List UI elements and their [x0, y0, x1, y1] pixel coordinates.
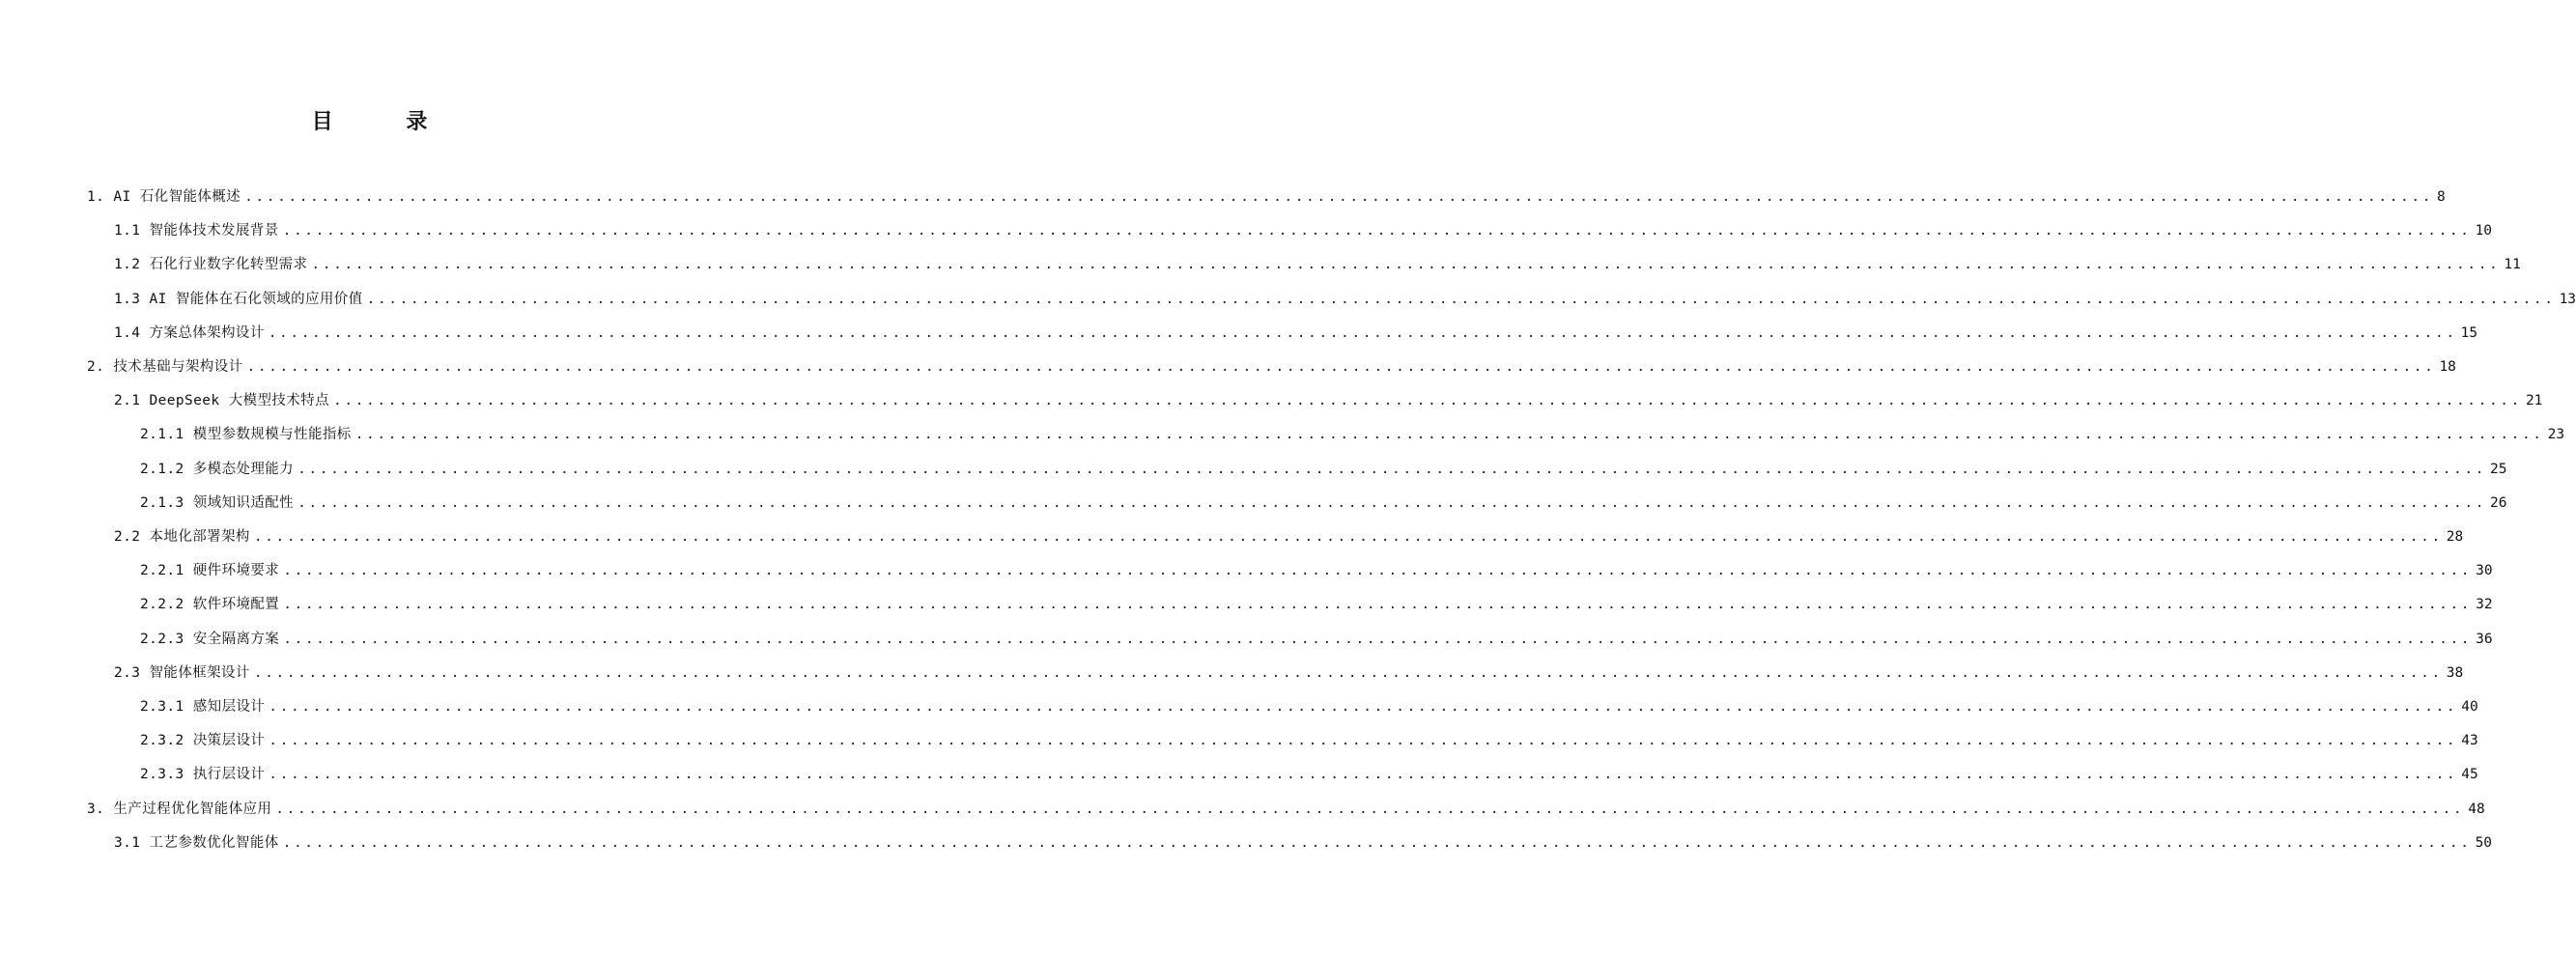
toc-entry-label: 2.1.1 模型参数规模与性能指标 — [140, 427, 352, 443]
toc-leader-dots: ........................................................................................................................................................................................................ — [366, 291, 2556, 307]
toc-entry-label: 3. 生产过程优化智能体应用 — [87, 801, 272, 817]
toc-entry-label: 2.3.2 决策层设计 — [140, 733, 266, 749]
toc-leader-dots: ........................................................................................................................................................................................................ — [275, 801, 2465, 817]
toc-entry[interactable] — [140, 690, 2478, 724]
toc-entry[interactable] — [114, 520, 2464, 554]
toc-entry-page-number: 32 — [2476, 597, 2493, 613]
toc-entry-page-number: 48 — [2468, 801, 2485, 817]
toc-entry-label: 2.1.3 领域知识适配性 — [140, 494, 295, 511]
toc-entry-label: 2.2 本地化部署架构 — [114, 529, 250, 545]
toc-entry-label: 2.3.1 感知层设计 — [140, 699, 266, 715]
toc-leader-dots: ........................................................................................................................................................................................................ — [282, 223, 2472, 239]
toc-leader-dots: ........................................................................................................................................................................................................ — [354, 427, 2544, 443]
toc-entry[interactable] — [114, 283, 2576, 317]
toc-entry-label: 2.2.3 安全隔离方案 — [140, 631, 280, 647]
toc-entry[interactable] — [114, 657, 2464, 690]
toc-entry[interactable] — [140, 487, 2507, 520]
toc-leader-dots: ........................................................................................................................................................................................................ — [269, 733, 2458, 749]
toc-entry-page-number: 38 — [2446, 664, 2464, 681]
toc-entry[interactable] — [140, 623, 2493, 657]
toc-entry[interactable] — [114, 317, 2478, 351]
toc-leader-dots: ........................................................................................................................................................................................................ — [269, 767, 2458, 783]
toc-entry-label: 2.1 DeepSeek 大模型技术特点 — [114, 393, 329, 409]
toc-entry-page-number: 28 — [2446, 529, 2464, 545]
toc-entry[interactable] — [114, 384, 2543, 418]
toc-entry[interactable] — [140, 724, 2478, 758]
toc-entry-page-number: 40 — [2461, 699, 2478, 715]
toc-entry-page-number: 23 — [2547, 427, 2565, 443]
toc-leader-dots: ........................................................................................................................................................................................................ — [253, 529, 2443, 545]
toc-entry-label: 1.3 AI 智能体在石化领域的应用价值 — [114, 291, 363, 307]
toc-entry-label: 2.3 智能体框架设计 — [114, 664, 250, 681]
toc-entry-page-number: 30 — [2476, 563, 2493, 579]
toc-entry-page-number: 11 — [2504, 257, 2521, 273]
toc-entry[interactable] — [114, 214, 2493, 248]
toc-entry-label: 3.1 工艺参数优化智能体 — [114, 834, 279, 851]
toc-leader-dots: ........................................................................................................................................................................................................ — [282, 834, 2472, 851]
toc-entry[interactable] — [114, 248, 2521, 282]
toc-leader-dots: ........................................................................................................................................................................................................ — [253, 664, 2443, 681]
toc-entry[interactable] — [114, 827, 2493, 860]
toc-entry-page-number: 45 — [2461, 767, 2478, 783]
toc-leader-dots: ........................................................................................................................................................................................................ — [244, 189, 2434, 205]
toc-entry-label: 1.4 方案总体架构设计 — [114, 324, 265, 341]
toc-entry-label: 2.2.1 硬件环境要求 — [140, 563, 280, 579]
toc-leader-dots: ........................................................................................................................................................................................................ — [283, 597, 2473, 613]
toc-entry[interactable] — [140, 758, 2478, 792]
toc-entry[interactable] — [87, 793, 2485, 827]
toc-entry-label: 2.1.2 多模态处理能力 — [140, 461, 295, 477]
toc-entry-page-number: 10 — [2475, 223, 2493, 239]
toc-entry[interactable] — [140, 588, 2493, 622]
toc-entry-page-number: 25 — [2490, 461, 2507, 477]
toc-entry-page-number: 43 — [2461, 733, 2478, 749]
toc-entry-page-number: 26 — [2490, 494, 2507, 511]
toc-entry-page-number: 8 — [2437, 189, 2446, 205]
toc-entry-page-number: 36 — [2476, 631, 2493, 647]
toc-leader-dots: ........................................................................................................................................................................................................ — [333, 393, 2522, 409]
toc-leader-dots: ........................................................................................................................................................................................................ — [283, 631, 2473, 647]
toc-leader-dots: ........................................................................................................................................................................................................ — [283, 563, 2473, 579]
toc-entry-page-number: 15 — [2460, 324, 2478, 341]
toc-leader-dots: ........................................................................................................................................................................................................ — [269, 699, 2458, 715]
toc-entry[interactable] — [140, 453, 2507, 487]
toc-entry[interactable] — [140, 418, 2565, 452]
toc-leader-dots: ........................................................................................................................................................................................................ — [311, 257, 2501, 273]
toc-leader-dots: ........................................................................................................................................................................................................ — [297, 494, 2487, 511]
toc-entry[interactable] — [87, 181, 2446, 214]
toc-leader-dots: ........................................................................................................................................................................................................ — [268, 324, 2457, 341]
toc-leader-dots: ........................................................................................................................................................................................................ — [297, 461, 2487, 477]
toc-entry-page-number: 50 — [2475, 834, 2493, 851]
toc-entry-page-number: 18 — [2439, 359, 2456, 375]
toc-title: 目 录 — [311, 110, 461, 134]
toc-entry-label: 1. AI 石化智能体概述 — [87, 189, 241, 205]
toc-leader-dots: ........................................................................................................................................................................................................ — [246, 359, 2436, 375]
toc-entry[interactable] — [140, 554, 2493, 588]
toc-entry-label: 2.3.3 执行层设计 — [140, 767, 266, 783]
toc-entry-page-number: 21 — [2525, 393, 2543, 409]
toc-entry-label: 1.1 智能体技术发展背景 — [114, 223, 279, 239]
toc-entry-label: 2. 技术基础与架构设计 — [87, 359, 243, 375]
toc-entry-page-number: 13 — [2559, 291, 2576, 307]
toc-entry-label: 2.2.2 软件环境配置 — [140, 597, 280, 613]
toc-entry-label: 1.2 石化行业数字化转型需求 — [114, 257, 308, 273]
toc-entry[interactable] — [87, 351, 2456, 384]
